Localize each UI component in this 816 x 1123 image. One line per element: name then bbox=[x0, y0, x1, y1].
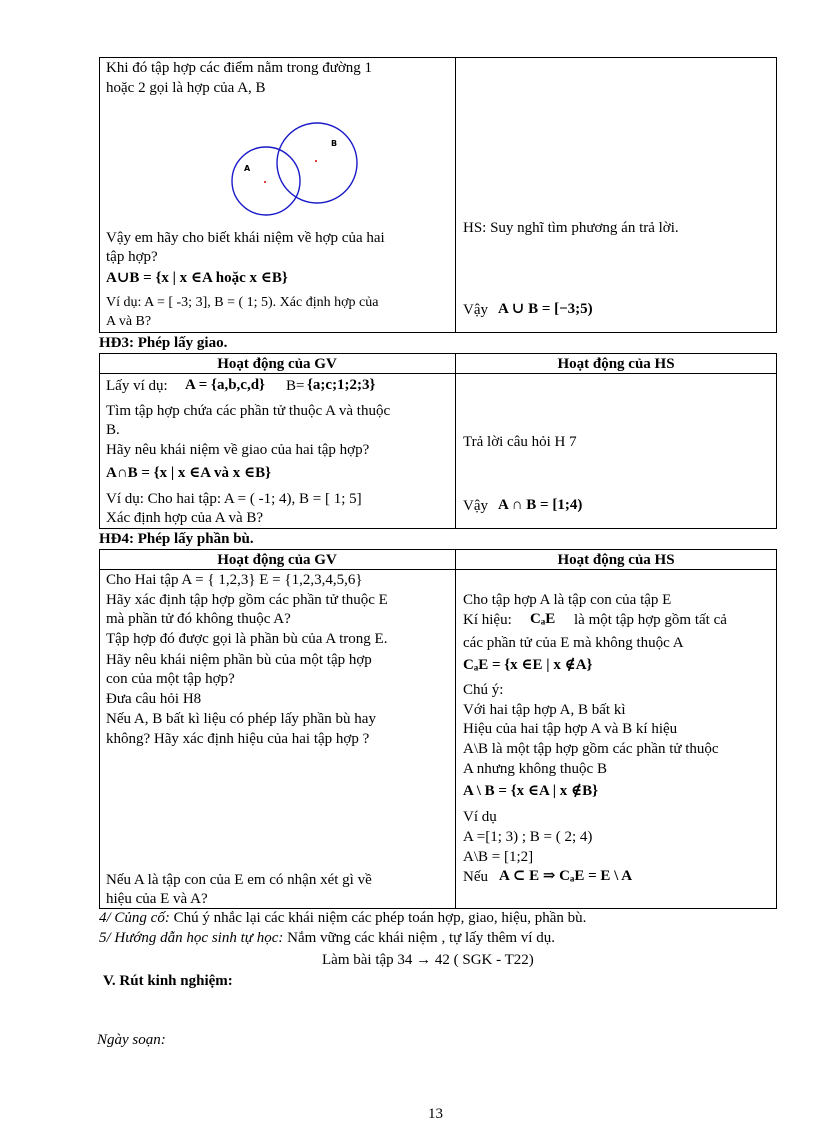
hd4-table-divider bbox=[455, 549, 456, 909]
top-right-hs: HS: Suy nghĩ tìm phương án trả lời. bbox=[463, 220, 679, 236]
intersection-definition: A∩B = {x | x ∈A và x ∈B} bbox=[106, 465, 272, 481]
hd4-hs-line7: A\B là một tập hợp gồm các phần tử thuộc bbox=[463, 741, 719, 757]
union-example-line2: A và B? bbox=[106, 314, 152, 329]
hd4-gv-line: mà phần tử đó không thuộc A? bbox=[106, 611, 291, 627]
circle-a bbox=[232, 147, 300, 215]
union-diagram bbox=[225, 118, 365, 228]
hd4-hs-line6: Hiệu của hai tập hợp A và B kí hiệu bbox=[463, 721, 678, 737]
union-definition: A∪B = {x | x ∈A hoặc x ∈B} bbox=[106, 270, 288, 286]
hd3-header-line bbox=[99, 373, 777, 374]
hd3-set-b-prefix: B= bbox=[286, 378, 305, 394]
center-a bbox=[264, 181, 266, 183]
label-b: B bbox=[331, 139, 338, 148]
hd3-hs-answer: A ∩ B = [1;4) bbox=[498, 497, 583, 513]
cung-co bbox=[99, 909, 586, 927]
bai-tap: Làm bài tập 34 → 42 ( SGK - T22) bbox=[322, 952, 534, 968]
hd4-gv-line: Cho Hai tập A = { 1,2,3} E = {1,2,3,4,5,6} bbox=[106, 572, 363, 588]
hd4-gv-line: con của một tập hợp? bbox=[106, 671, 235, 687]
cung-co-text: Chú ý nhắc lại các khái niệm các phép toán hợp, giao, hiệu, phần bù. bbox=[169, 910, 587, 926]
hd4-gv-end-line2: hiệu của E và A? bbox=[106, 891, 208, 907]
union-question-line2: tập hợp? bbox=[106, 249, 158, 265]
hd4-hs-line5: Với hai tập hợp A, B bất kì bbox=[463, 702, 626, 718]
hd3-col-gv: Hoạt động của GV bbox=[217, 356, 337, 372]
hd4-hs-note: Chú ý: bbox=[463, 682, 504, 698]
hd4-col-hs: Hoạt động của HS bbox=[557, 552, 675, 568]
hd4-gv-line: Hãy xác định tập hợp gồm các phần tử thuộc E bbox=[106, 592, 388, 608]
top-table bbox=[99, 57, 777, 333]
complement-definition: CₐE = {x ∈E | x ∉A} bbox=[463, 657, 593, 673]
hd3-table-divider bbox=[455, 353, 456, 529]
hd3-line2: Tìm tập hợp chứa các phần tử thuộc A và thuộc bbox=[106, 403, 391, 419]
hd3-set-a: A = {a,b,c,d} bbox=[185, 377, 265, 393]
hd4-gv-line: Nếu A, B bất kì liệu có phép lấy phần bù hay bbox=[106, 711, 376, 727]
center-b bbox=[315, 160, 317, 162]
hd3-title: HĐ3: Phép lấy giao. bbox=[99, 335, 228, 351]
rut-kinh-nghiem: V. Rút kinh nghiệm: bbox=[103, 973, 233, 989]
cung-co-label: 4/ Củng cố: bbox=[99, 910, 170, 926]
label-a: A bbox=[244, 164, 251, 173]
hd4-hs-line3: các phần tử của E mà không thuộc A bbox=[463, 635, 684, 651]
hd4-gv-line: Tập hợp đó được gọi là phần bù của A trong E. bbox=[106, 631, 388, 647]
difference-definition: A \ B = {x ∈A | x ∉B} bbox=[463, 783, 599, 799]
hd3-hs-answer1: Trả lời câu hỏi H 7 bbox=[463, 434, 577, 450]
ngay-soan: Ngày soạn: bbox=[97, 1032, 166, 1048]
hd3-line4: Hãy nêu khái niệm về giao của hai tập hợp? bbox=[106, 442, 370, 458]
circle-b bbox=[277, 123, 357, 203]
hd4-gv-line: Đưa câu hỏi H8 bbox=[106, 691, 202, 707]
union-question-line1: Vậy em hãy cho biết khái niệm về hợp của hai bbox=[106, 230, 385, 246]
hd4-hs-example-label: Ví dụ bbox=[463, 809, 497, 825]
hd4-header-line bbox=[99, 569, 777, 570]
hd3-hs-answer-prefix: Vậy bbox=[463, 498, 488, 514]
huong-dan-label: 5/ Hướng dẫn học sinh tự học: bbox=[99, 930, 284, 946]
huong-dan bbox=[99, 929, 555, 947]
top-table-divider bbox=[455, 57, 456, 333]
hd4-hs-final: A ⊂ E ⇒ CₐE = E \ A bbox=[499, 868, 633, 884]
top-left-line1: Khi đó tập hợp các điểm nằm trong đường 1 bbox=[106, 60, 373, 76]
hd4-hs-example2: A\B = [1;2] bbox=[463, 849, 534, 865]
hd4-title: HĐ4: Phép lấy phần bù. bbox=[99, 531, 254, 547]
hd3-example-line2: Xác định hợp của A và B? bbox=[106, 510, 264, 526]
hd3-set-b: {a;c;1;2;3} bbox=[307, 377, 376, 393]
hd3-example-prefix: Lấy ví dụ: bbox=[106, 378, 168, 394]
top-right-answer: A ∪ B = [−3;5) bbox=[498, 301, 593, 317]
complement-symbol: CₐE bbox=[530, 611, 556, 627]
hd4-hs-line1: Cho tập hợp A là tập con của tập E bbox=[463, 592, 672, 608]
hd4-hs-notation-rest: là một tập hợp gồm tất cả bbox=[574, 612, 727, 628]
hd4-hs-notation-prefix: Kí hiệu: bbox=[463, 612, 512, 628]
hd4-hs-example1: A =[1; 3) ; B = ( 2; 4) bbox=[463, 829, 593, 845]
top-right-answer-prefix: Vậy bbox=[463, 302, 488, 318]
hd3-line3: B. bbox=[106, 422, 120, 438]
hd4-gv-end-line1: Nếu A là tập con của E em có nhận xét gì về bbox=[106, 872, 372, 888]
page-number: 13 bbox=[428, 1106, 443, 1122]
hd4-col-gv: Hoạt động của GV bbox=[217, 552, 337, 568]
hd4-gv-line: không? Hãy xác định hiệu của hai tập hợp ? bbox=[106, 731, 370, 747]
hd4-gv-line: Hãy nêu khái niệm phần bù của một tập hợp bbox=[106, 652, 372, 668]
huong-dan-text: Nắm vững các khái niệm , tự lấy thêm ví dụ. bbox=[283, 930, 555, 946]
hd4-hs-final-prefix: Nếu bbox=[463, 869, 488, 885]
hd4-hs-line8: A nhưng không thuộc B bbox=[463, 761, 607, 777]
union-example-line1: Ví dụ: A = [ -3; 3], B = ( 1; 5). Xác định hợp của bbox=[106, 295, 379, 310]
hd3-col-hs: Hoạt động của HS bbox=[557, 356, 675, 372]
top-left-line2: hoặc 2 gọi là hợp của A, B bbox=[106, 80, 266, 96]
hd3-example-line1: Ví dụ: Cho hai tập: A = ( -1; 4), B = [ 1; 5] bbox=[106, 491, 362, 507]
